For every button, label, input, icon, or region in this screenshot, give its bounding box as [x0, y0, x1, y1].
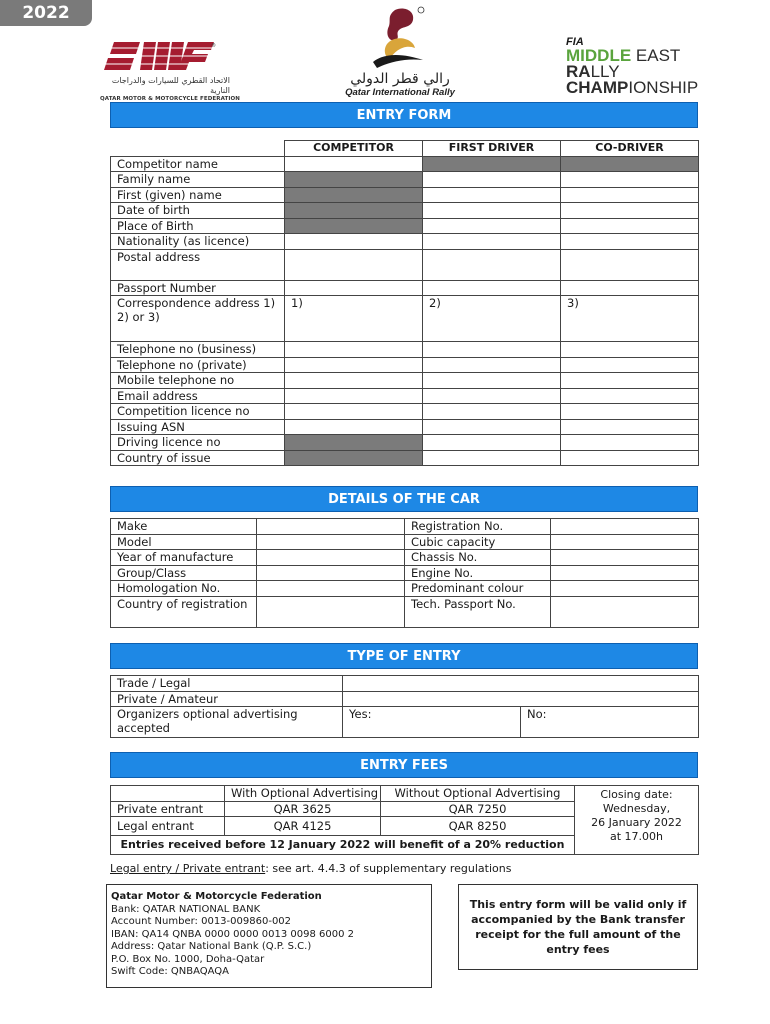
row-passport-number — [111, 280, 699, 296]
row-driving-licence — [111, 435, 699, 451]
entry-type-label: Organizers optional advertising accepted — [111, 707, 343, 738]
qmmf-logo — [100, 40, 240, 102]
bank-line: P.O. Box No. 1000, Doha-Qatar — [111, 953, 265, 965]
entrant-note: Legal entry / Private entrant: see art. 4.4.3 of supplementary regulations — [110, 862, 512, 875]
field-input[interactable] — [285, 357, 423, 373]
row-label: Passport Number — [111, 280, 285, 296]
type-of-entry-table — [110, 675, 699, 738]
field-input[interactable] — [423, 357, 561, 373]
field-input[interactable] — [561, 357, 699, 373]
car-details-header: DETAILS OF THE CAR — [110, 486, 698, 512]
field-input[interactable] — [561, 435, 699, 451]
row-label: Issuing ASN — [111, 419, 285, 435]
field-input[interactable] — [423, 218, 561, 234]
fia-badge: FIA — [566, 36, 584, 48]
entry-type-label: Private / Amateur — [111, 691, 343, 707]
col-first-driver: FIRST DRIVER — [423, 141, 561, 157]
row-label: First (given) name — [111, 187, 285, 203]
rally-emblem-icon — [365, 4, 435, 70]
row-date-of-birth — [111, 203, 699, 219]
fee-value: QAR 3625 — [225, 801, 381, 817]
col-competitor: COMPETITOR — [285, 141, 423, 157]
svg-text:®: ® — [211, 43, 216, 49]
qmmf-mark-icon — [100, 40, 218, 72]
field-input[interactable] — [561, 373, 699, 389]
entrant-link[interactable]: Legal entry / Private entrant — [110, 862, 266, 875]
field-input[interactable] — [561, 203, 699, 219]
merc-line-3: CHAMPIONSHIP — [566, 78, 699, 97]
field-input[interactable] — [285, 419, 423, 435]
row-label: Telephone no (private) — [111, 357, 285, 373]
closing-date-cell: Closing date: Wednesday, 26 January 2022 at 17.00h — [575, 786, 699, 855]
fee-value: QAR 7250 — [381, 801, 575, 817]
row-mobile — [111, 373, 699, 389]
bank-line: Account Number: 0013-009860-002 — [111, 916, 292, 927]
field-input[interactable] — [285, 156, 423, 172]
merc-line-1: MIDDLE EAST — [566, 46, 681, 65]
field-input[interactable] — [423, 280, 561, 296]
field-input[interactable] — [561, 404, 699, 420]
field-input[interactable] — [423, 450, 561, 466]
car-label: Tech. Passport No. — [405, 596, 551, 627]
row-issuing-asn — [111, 419, 699, 435]
car-label: Engine No. — [405, 565, 551, 581]
row-competitor-name — [111, 156, 699, 172]
col-co-driver: CO-DRIVER — [561, 141, 699, 157]
car-label: Cubic capacity — [405, 534, 551, 550]
field-input[interactable] — [423, 172, 561, 188]
field-input[interactable] — [423, 373, 561, 389]
qatar-rally-logo — [340, 4, 460, 100]
fee-header-without: Without Optional Advertising — [381, 786, 575, 802]
field-input[interactable] — [561, 450, 699, 466]
row-label: Place of Birth — [111, 218, 285, 234]
row-label: Family name — [111, 172, 285, 188]
field-input[interactable] — [561, 280, 699, 296]
car-label: Predominant colour — [405, 581, 551, 597]
row-label: Correspondence address 1) 2) or 3) — [111, 296, 285, 342]
fia-merc-logo — [566, 36, 716, 98]
field-input[interactable] — [551, 519, 699, 535]
field-input[interactable] — [285, 388, 423, 404]
field-input[interactable] — [285, 404, 423, 420]
row-label: Country of issue — [111, 450, 285, 466]
field-input[interactable] — [561, 187, 699, 203]
row-label: Driving licence no — [111, 435, 285, 451]
field-input[interactable] — [343, 676, 699, 692]
field-input[interactable] — [551, 596, 699, 627]
car-label: Registration No. — [405, 519, 551, 535]
field-input[interactable] — [257, 565, 405, 581]
year-tab: 2022 — [0, 0, 92, 26]
qmmf-english-name: QATAR MOTOR & MOTORCYCLE FEDERATION — [100, 96, 240, 102]
field-input[interactable] — [561, 342, 699, 358]
field-input[interactable] — [561, 172, 699, 188]
field-input[interactable] — [423, 249, 561, 280]
field-input[interactable] — [343, 691, 699, 707]
field-input[interactable] — [551, 565, 699, 581]
option-cell[interactable]: 1) — [285, 296, 423, 342]
row-label: Competition licence no — [111, 404, 285, 420]
row-correspondence-address — [111, 296, 699, 342]
field-input[interactable] — [257, 534, 405, 550]
field-input[interactable] — [257, 519, 405, 535]
row-place-of-birth — [111, 218, 699, 234]
field-input[interactable] — [551, 550, 699, 566]
row-label: Telephone no (business) — [111, 342, 285, 358]
car-label: Year of manufacture — [111, 550, 257, 566]
entry-type-label: Trade / Legal — [111, 676, 343, 692]
corner-cell — [111, 141, 285, 157]
car-label: Homologation No. — [111, 581, 257, 597]
entry-form-header: ENTRY FORM — [110, 102, 698, 128]
field-input[interactable] — [285, 342, 423, 358]
row-country-of-issue — [111, 450, 699, 466]
car-label: Group/Class — [111, 565, 257, 581]
row-label: Nationality (as licence) — [111, 234, 285, 250]
rally-arabic-name: رالي قطر الدولي — [350, 71, 450, 87]
row-label: Date of birth — [111, 203, 285, 219]
bank-details-box — [106, 884, 432, 988]
row-label: Postal address — [111, 249, 285, 280]
bank-line: Address: Qatar National Bank (Q.P. S.C.) — [111, 941, 312, 952]
field-input[interactable] — [257, 550, 405, 566]
field-input[interactable] — [423, 419, 561, 435]
field-input[interactable] — [561, 419, 699, 435]
field-input[interactable] — [423, 203, 561, 219]
field-input[interactable] — [561, 234, 699, 250]
field-input[interactable] — [285, 234, 423, 250]
field-input[interactable] — [423, 342, 561, 358]
fee-row-label: Private entrant — [111, 801, 225, 817]
row-email — [111, 388, 699, 404]
row-first-name — [111, 187, 699, 203]
row-telephone-private — [111, 357, 699, 373]
rally-english-name: Qatar International Rally — [345, 87, 455, 98]
field-input[interactable] — [561, 388, 699, 404]
bank-title: Qatar Motor & Motorcycle Federation — [111, 891, 322, 902]
option-cell[interactable]: 3) — [561, 296, 699, 342]
field-input[interactable] — [551, 534, 699, 550]
option-cell[interactable]: 2) — [423, 296, 561, 342]
field-input[interactable] — [561, 249, 699, 280]
fee-value: QAR 4125 — [225, 817, 381, 836]
merc-line-2: RALLY — [566, 62, 620, 81]
advertising-yes[interactable]: Yes: — [343, 707, 521, 738]
field-input[interactable] — [285, 249, 423, 280]
bank-line: Bank: QATAR NATIONAL BANK — [111, 903, 261, 915]
entry-form-table — [110, 140, 699, 466]
entry-fees-header: ENTRY FEES — [110, 752, 698, 778]
bank-line: Swift Code: QNBAQAQA — [111, 966, 230, 977]
validity-note-box: This entry form will be valid only if accompanied by the Bank transfer receipt for the full amount of the entry fees — [458, 884, 698, 970]
car-details-table — [110, 518, 699, 628]
fee-row-label: Legal entrant — [111, 817, 225, 836]
row-label: Competitor name — [111, 156, 285, 172]
row-label: Mobile telephone no — [111, 373, 285, 389]
entry-fees-table — [110, 785, 699, 855]
field-input[interactable] — [551, 581, 699, 597]
car-label: Chassis No. — [405, 550, 551, 566]
row-family-name — [111, 172, 699, 188]
row-competition-licence — [111, 404, 699, 420]
field-input[interactable] — [285, 280, 423, 296]
row-postal-address — [111, 249, 699, 280]
field-input[interactable] — [423, 435, 561, 451]
fee-value: QAR 8250 — [381, 817, 575, 836]
fee-header-with: With Optional Advertising — [225, 786, 381, 802]
car-label: Model — [111, 534, 257, 550]
field-input[interactable] — [423, 234, 561, 250]
field-input[interactable] — [423, 388, 561, 404]
type-of-entry-header: TYPE OF ENTRY — [110, 643, 698, 669]
field-input[interactable] — [423, 404, 561, 420]
early-discount-note: Entries received before 12 January 2022 will benefit of a 20% reduction — [111, 836, 575, 855]
car-label: Country of registration — [111, 596, 257, 627]
row-nationality — [111, 234, 699, 250]
field-input[interactable] — [285, 373, 423, 389]
advertising-no[interactable]: No: — [521, 707, 699, 738]
field-input[interactable] — [561, 218, 699, 234]
car-label: Make — [111, 519, 257, 535]
bank-line: IBAN: QA14 QNBA 0000 0000 0013 0098 6000 2 — [111, 928, 355, 940]
field-input[interactable] — [257, 596, 405, 627]
qmmf-arabic-name: الاتحاد القطري للسيارات والدراجات النارية — [111, 76, 230, 95]
field-input[interactable] — [257, 581, 405, 597]
row-telephone-business — [111, 342, 699, 358]
row-label: Email address — [111, 388, 285, 404]
field-input[interactable] — [423, 187, 561, 203]
